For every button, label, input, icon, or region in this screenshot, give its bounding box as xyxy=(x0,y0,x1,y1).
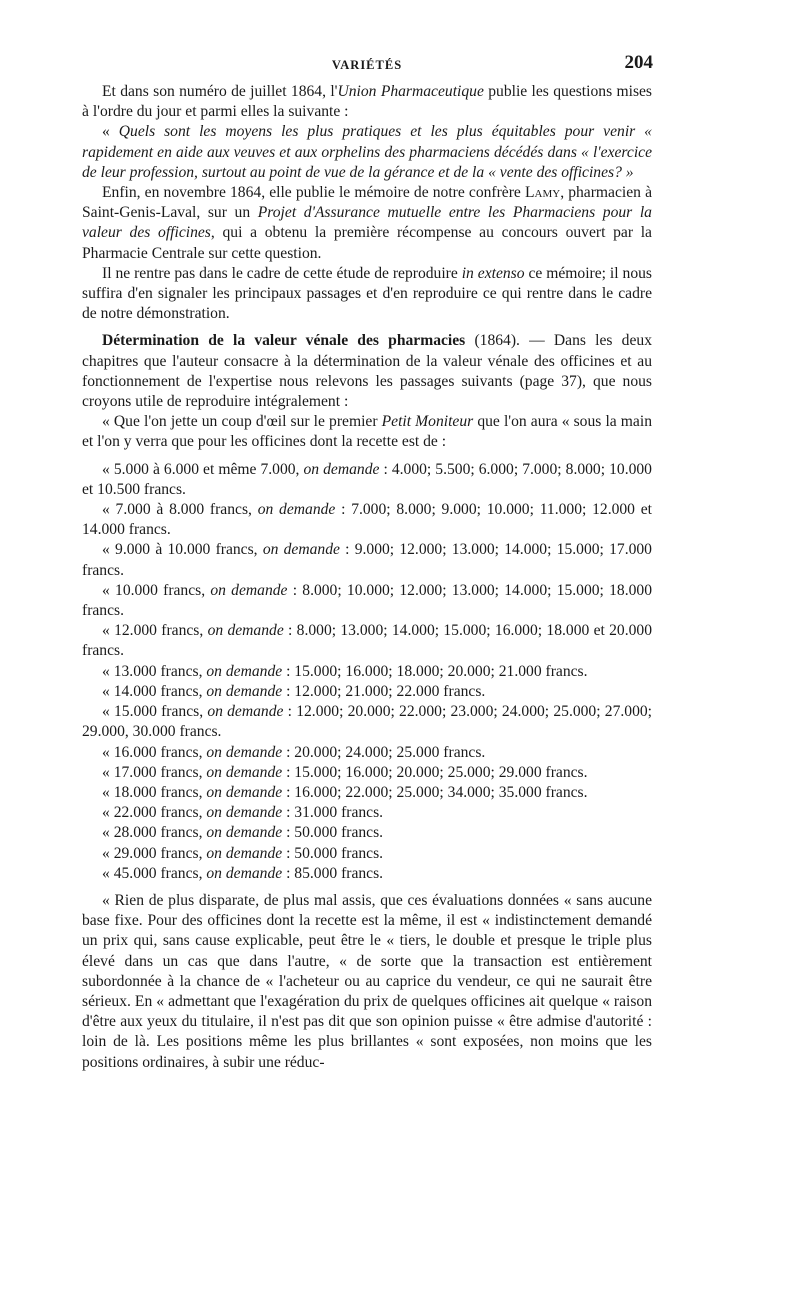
price-entry xyxy=(82,621,652,661)
receipt-range: « 18.000 francs, xyxy=(102,783,203,801)
on-demande: on demande xyxy=(206,682,283,700)
price-entry xyxy=(82,581,652,621)
project-title: Projet d'Assurance mutuelle entre les Pharmaciens pour la valeur des officines xyxy=(82,204,652,242)
on-demande: on demande xyxy=(207,622,284,640)
receipt-range: « 28.000 francs, xyxy=(102,824,203,842)
asking-prices: : 20.000; 24.000; 25.000 francs. xyxy=(282,743,486,761)
section-text: — Dans les deux chapitres que l'auteur consacre à la détermination de la valeur vénale des officines et au fonctionnement de l'expertise nous relevons les passages suivants (page 37), que nous croyons utile de reproduire intégralement : xyxy=(82,332,652,411)
page-number: 204 xyxy=(624,52,653,73)
asking-prices: : 85.000 francs. xyxy=(282,864,384,882)
author-name: Lamy xyxy=(524,184,561,202)
question-quote xyxy=(82,122,652,183)
moniteur-title: Petit Moniteur xyxy=(381,413,474,431)
asking-prices: : 50.000 francs. xyxy=(282,844,384,862)
on-demande: on demande xyxy=(206,783,283,801)
on-demande: on demande xyxy=(210,581,288,599)
receipt-range: « 12.000 francs, xyxy=(102,622,204,640)
lamy-text-cont: , pharmacien à Saint-Genis-Laval, sur un xyxy=(82,184,652,222)
asking-prices: : 31.000 francs. xyxy=(282,804,384,822)
price-entry xyxy=(82,702,652,742)
price-entry xyxy=(82,500,652,540)
receipt-range: « 5.000 à 6.000 et même 7.000, xyxy=(102,460,300,478)
on-demande: on demande xyxy=(206,662,283,680)
price-entry xyxy=(82,662,652,682)
on-demande: on demande xyxy=(257,501,336,519)
closing-paragraph: « Rien de plus disparate, de plus mal assis, que ces évaluations données « sans aucune base fixe. Pour des officines dont la recette est la même, il est « indistinctement demandé un prix qui, sans cause explicable, peut être le « tiers, le double et presque le triple plus élevé dans un cas que dans l'autre, « de sorte que la transaction est entièrement subordonnée à la chance de « l'acheteur ou au caprice du vendeur, ce qui ne saurait être sérieux. En « admettant que l'exagération du prix de quelques officines ait quelque « raison d'être aux yeux du titulaire, il n'est pas dit que son opinion puisse « être admise d'autorité : loin de là. Les positions même les plus brillantes « sont exposées, non moins que les positions ordinaires, à subir une réduc- xyxy=(82,891,652,1071)
receipt-range: « 45.000 francs, xyxy=(102,864,203,882)
section-heading: Détermination de la valeur vénale des pharmacies xyxy=(102,332,466,350)
asking-prices: : 12.000; 21.000; 22.000 francs. xyxy=(282,682,486,700)
receipt-range: « 29.000 francs, xyxy=(102,844,203,862)
on-demande: on demande xyxy=(206,864,283,882)
on-demande: on demande xyxy=(303,460,380,478)
asking-prices: : 15.000; 16.000; 20.000; 25.000; 29.000 francs. xyxy=(282,763,588,781)
scope-text-cont: ce mémoire; il nous suffira d'en signaler les principaux passages et d'en reproduire ce qui rentre dans le cadre de notre démonstration. xyxy=(82,264,652,323)
on-demande: on demande xyxy=(206,743,283,761)
receipt-range: « 9.000 à 10.000 francs, xyxy=(102,541,258,559)
section-paragraph xyxy=(82,331,652,412)
question-text: Quels sont les moyens les plus pratiques et les plus équitables pour venir « rapidement en aide aux veuves et aux orphelins des pharmaciens décédés dans « l'exercice de leur profession, surtout au point de vue de la gérance et de la « vente des officines? » xyxy=(82,123,652,181)
price-entry xyxy=(82,864,652,884)
price-entry xyxy=(82,460,652,500)
lamy-text: Enfin, en novembre 1864, elle publie le mémoire de notre confrère xyxy=(102,184,525,202)
receipt-range: « 17.000 francs, xyxy=(102,763,203,781)
page-body xyxy=(82,82,652,1073)
asking-prices: : 8.000; 10.000; 12.000; 13.000; 14.000; 15.000; 18.000 francs. xyxy=(82,581,652,620)
price-entry xyxy=(82,823,652,843)
asking-prices: : 15.000; 16.000; 18.000; 20.000; 21.000 francs. xyxy=(282,662,588,680)
moniteur-text: « Que l'on jette un coup d'œil sur le premier xyxy=(102,413,382,431)
asking-prices: : 4.000; 5.500; 6.000; 7.000; 8.000; 10.000 et 10.500 francs. xyxy=(82,460,652,498)
asking-prices: : 9.000; 12.000; 13.000; 14.000; 15.000; 17.000 francs. xyxy=(82,541,652,579)
price-entry xyxy=(82,783,652,803)
asking-prices: : 16.000; 22.000; 25.000; 34.000; 35.000 francs. xyxy=(282,783,588,801)
on-demande: on demande xyxy=(206,763,283,781)
section-year: (1864). xyxy=(465,332,520,350)
in-extenso: in extenso xyxy=(461,264,525,282)
receipt-range: « 16.000 francs, xyxy=(102,743,203,761)
on-demande: on demande xyxy=(262,541,340,559)
intro-text: Et dans son numéro de juillet 1864, l' xyxy=(102,83,338,100)
intro-paragraph xyxy=(82,82,652,122)
scope-text: Il ne rentre pas dans le cadre de cette étude de reproduire xyxy=(102,264,462,282)
asking-prices: : 50.000 francs. xyxy=(282,824,384,842)
lamy-text-end: , qui a obtenu la première récompense au concours ouvert par la Pharmacie Centrale sur cette question. xyxy=(82,224,652,262)
on-demande: on demande xyxy=(206,824,283,842)
on-demande: on demande xyxy=(206,804,283,822)
scope-paragraph xyxy=(82,264,652,325)
receipt-range: « 22.000 francs, xyxy=(102,804,203,822)
moniteur-text-cont: que l'on aura « sous la main et l'on y verra que pour les officines dont la recette est de : xyxy=(82,413,652,451)
price-entry xyxy=(82,743,652,763)
receipt-range: « 7.000 à 8.000 francs, xyxy=(102,501,252,519)
price-entry xyxy=(82,540,652,580)
lamy-paragraph xyxy=(82,183,652,264)
receipt-range: « 10.000 francs, xyxy=(102,581,206,599)
quote-mark: « xyxy=(102,123,119,141)
receipt-range: « 14.000 francs, xyxy=(102,682,203,700)
price-entry xyxy=(82,803,652,823)
journal-title: Union Pharmaceutique xyxy=(337,83,484,100)
page xyxy=(82,50,652,1073)
price-list xyxy=(82,460,652,884)
receipt-range: « 13.000 francs, xyxy=(102,662,203,680)
price-entry xyxy=(82,682,652,702)
page-header xyxy=(82,50,652,82)
price-entry xyxy=(82,844,652,864)
price-entry xyxy=(82,763,652,783)
on-demande: on demande xyxy=(206,844,283,862)
asking-prices: : 8.000; 13.000; 14.000; 15.000; 16.000; 18.000 et 20.000 francs. xyxy=(82,622,653,660)
moniteur-quote xyxy=(82,412,652,452)
intro-text-cont: publie les questions mises à l'ordre du jour et parmi elles la suivante : xyxy=(82,83,653,121)
asking-prices: : 12.000; 20.000; 22.000; 23.000; 24.000; 25.000; 27.000; 29.000, 30.000 francs. xyxy=(82,703,652,741)
asking-prices: : 7.000; 8.000; 9.000; 10.000; 11.000; 12.000 et 14.000 francs. xyxy=(82,501,652,539)
on-demande: on demande xyxy=(207,703,284,721)
receipt-range: « 15.000 francs, xyxy=(102,703,204,721)
running-head: VARIÉTÉS xyxy=(331,58,403,72)
